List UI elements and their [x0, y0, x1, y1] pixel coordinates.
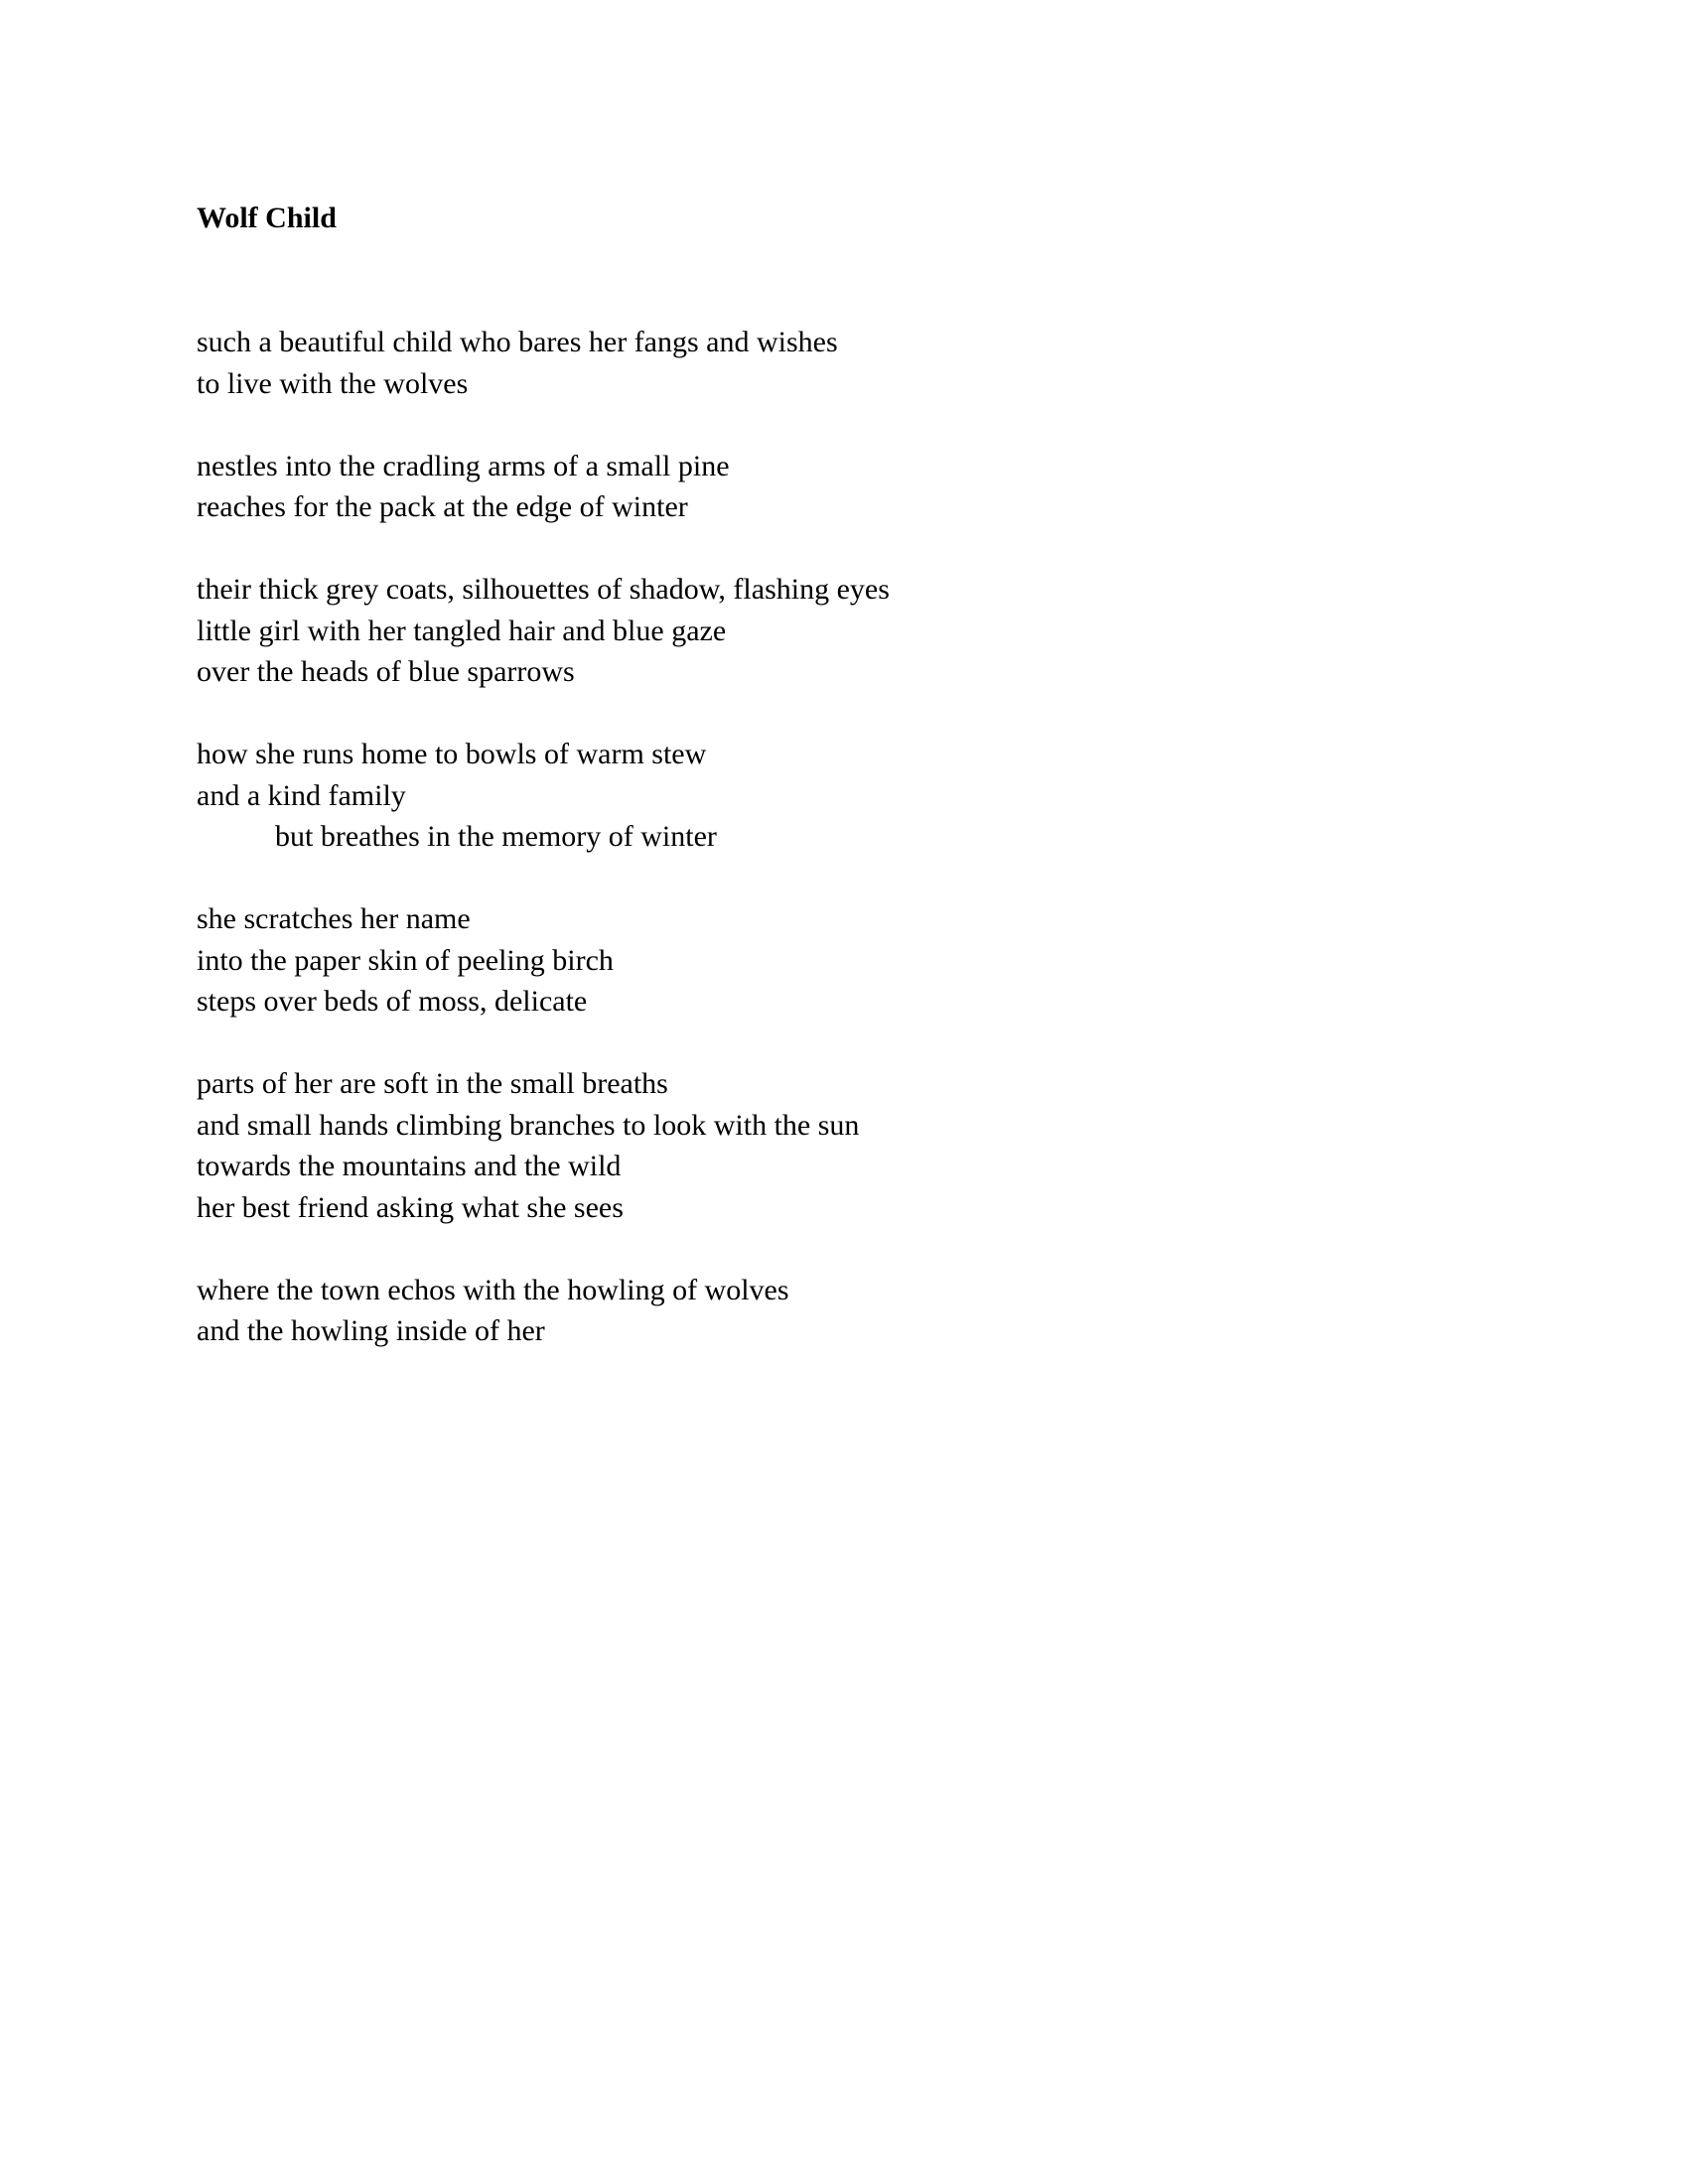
poem-stanza: [197, 898, 1487, 1023]
poem-line: into the paper skin of peeling birch: [197, 943, 614, 977]
poem-line: little girl with her tangled hair and blue gaze: [197, 614, 727, 647]
poem-line: towards the mountains and the wild: [197, 1150, 622, 1182]
poem-line: and the howling inside of her: [197, 1314, 545, 1347]
poem-line: but breathes in the memory of winter: [275, 820, 717, 853]
poem-line: their thick grey coats, silhouettes of shadow, flashing eyes: [197, 573, 890, 606]
poem-stanza: [197, 322, 1487, 404]
poem-stanza: [197, 1270, 1487, 1352]
poem-line: to live with the wolves: [197, 366, 469, 400]
poem-line: such a beautiful child who bares her fangs and wishes: [197, 326, 838, 358]
poem-stanza: [197, 569, 1487, 693]
poem-stanza: [197, 446, 1487, 528]
poem-line: over the heads of blue sparrows: [197, 655, 575, 688]
poem-line: steps over beds of moss, delicate: [197, 985, 588, 1018]
poem-line: reaches for the pack at the edge of winter: [197, 490, 688, 523]
poem-line: how she runs home to bowls of warm stew: [197, 738, 707, 770]
poem-stanza: [197, 734, 1487, 858]
poem-line: nestles into the cradling arms of a small pine: [197, 449, 730, 482]
poem-line: her best friend asking what she sees: [197, 1190, 624, 1224]
poem-line: parts of her are soft in the small breaths: [197, 1067, 668, 1100]
poem-line: and small hands climbing branches to look with the sun: [197, 1108, 860, 1142]
poem-line: and a kind family: [197, 778, 406, 812]
poem-line: she scratches her name: [197, 902, 471, 935]
poem-body: [197, 322, 1487, 1393]
poem-stanza: [197, 1063, 1487, 1228]
poem-line: where the town echos with the howling of wolves: [197, 1273, 789, 1306]
poem-title: Wolf Child: [197, 202, 337, 234]
